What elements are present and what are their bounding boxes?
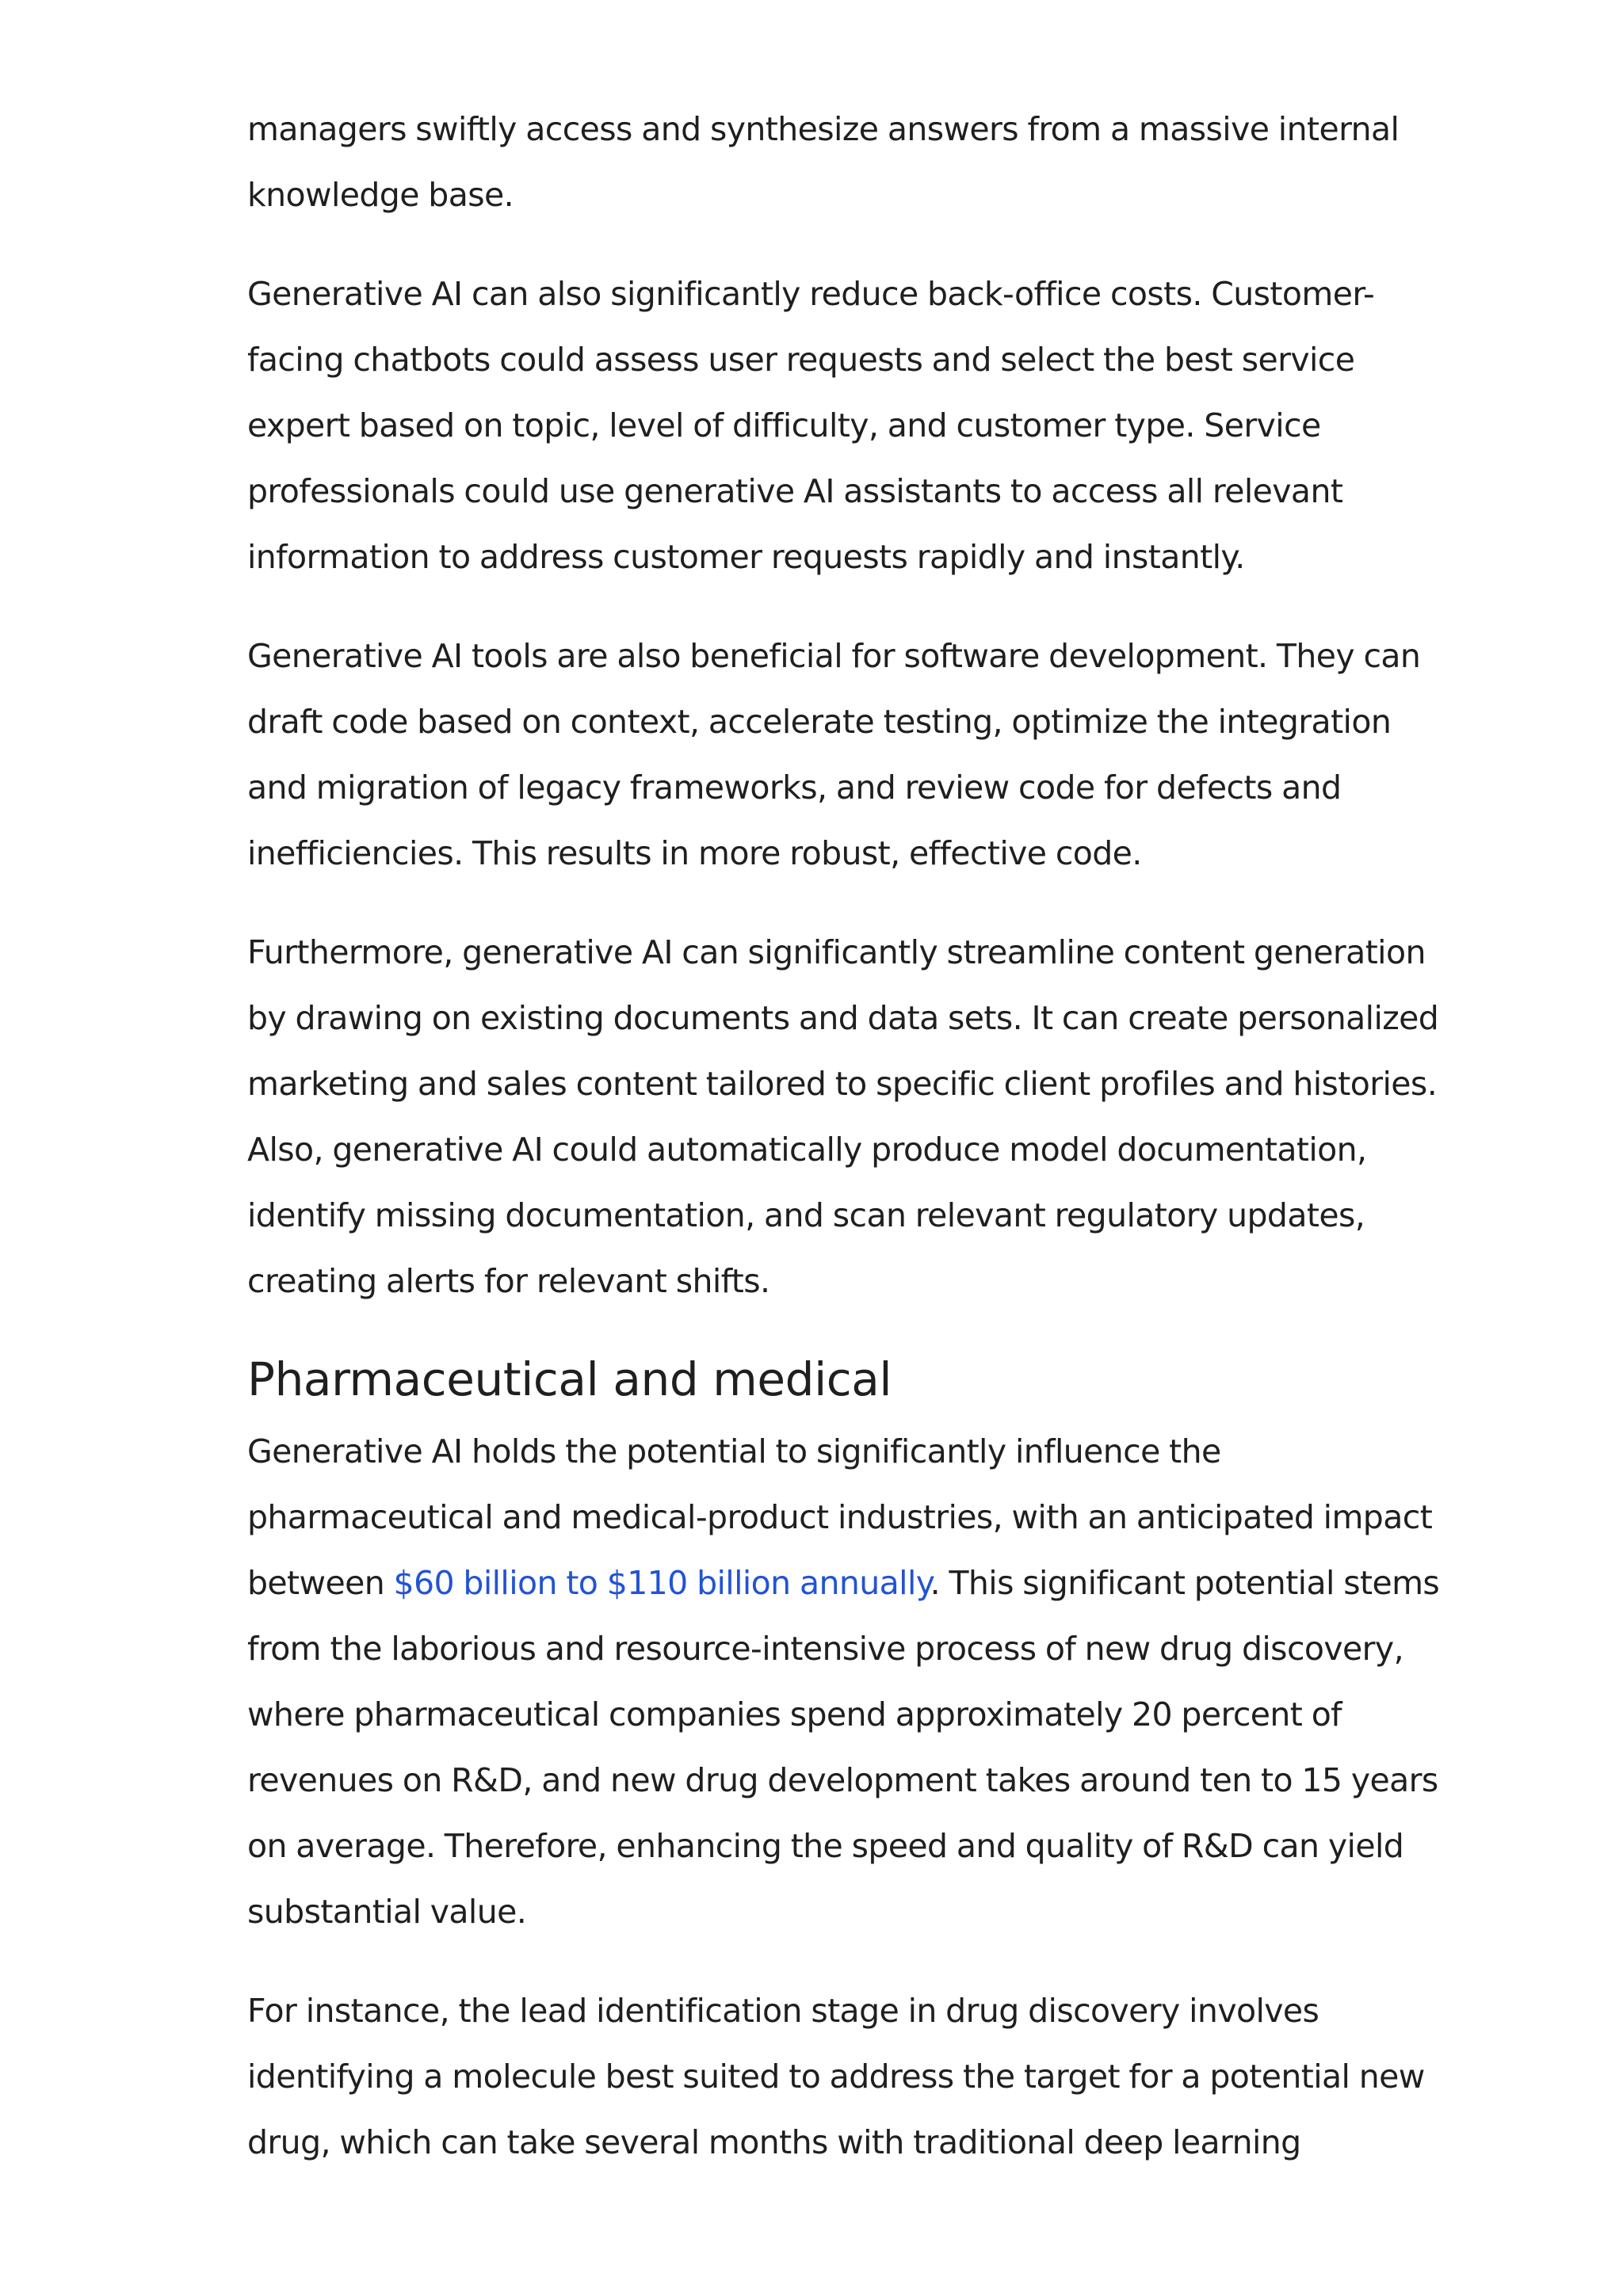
paragraph-software-development: Generative AI tools are also beneficial for software development. They can draft code based on context, accelerate testing, optimize the integration and migration of legacy frameworks, and review code for defects and inefficiencies. This results in more robust, effective code. bbox=[247, 637, 1421, 872]
paragraph-content-generation: Furthermore, generative AI can significantly streamline content generation by drawing on existing documents and data sets. It can create personalized marketing and sales content tailored to specific client profiles and histories. Also, generative AI could automatically produce model documentation, identify missing documentation, and scan relevant regulatory updates, creating alerts for relevant shifts. bbox=[247, 933, 1439, 1300]
paragraph-knowledge-base: managers swiftly access and synthesize answers from a massive internal knowledge base. bbox=[247, 110, 1400, 214]
paragraph-lead-identification: For instance, the lead identification stage in drug discovery involves identifying a molecule best suited to address the target for a potential new drug, which can take several months with traditional deep learning bbox=[247, 1992, 1425, 2161]
paragraph-pharma-impact-text-start: Generative AI holds the potential to significantly influence the pharmaceutical and medical-product industries, with an anticipated impact between bbox=[247, 1432, 1433, 1602]
paragraph-pharma-impact-text-end: . This significant potential stems from the laborious and resource-intensive process of new drug discovery, where pharmaceutical companies spend approximately 20 percent of revenues on R&D, and new drug development takes around ten to 15 years on average. Therefore, enhancing the speed and quality of R&D can yield substantial value. bbox=[247, 1564, 1440, 1931]
section-heading-pharmaceutical: Pharmaceutical and medical bbox=[247, 1352, 892, 1406]
article-body bbox=[247, 97, 1444, 2209]
impact-estimate-link[interactable]: $60 billion to $110 billion annually bbox=[393, 1564, 930, 1602]
paragraph-pharma-impact bbox=[247, 1419, 1444, 1945]
paragraph-back-office: Generative AI can also significantly reduce back-office costs. Customer-facing chatbots could assess user requests and select the best service expert based on topic, level of difficulty, and customer type. Service professionals could use generative AI assistants to access all relevant information to address customer requests rapidly and instantly. bbox=[247, 275, 1375, 576]
